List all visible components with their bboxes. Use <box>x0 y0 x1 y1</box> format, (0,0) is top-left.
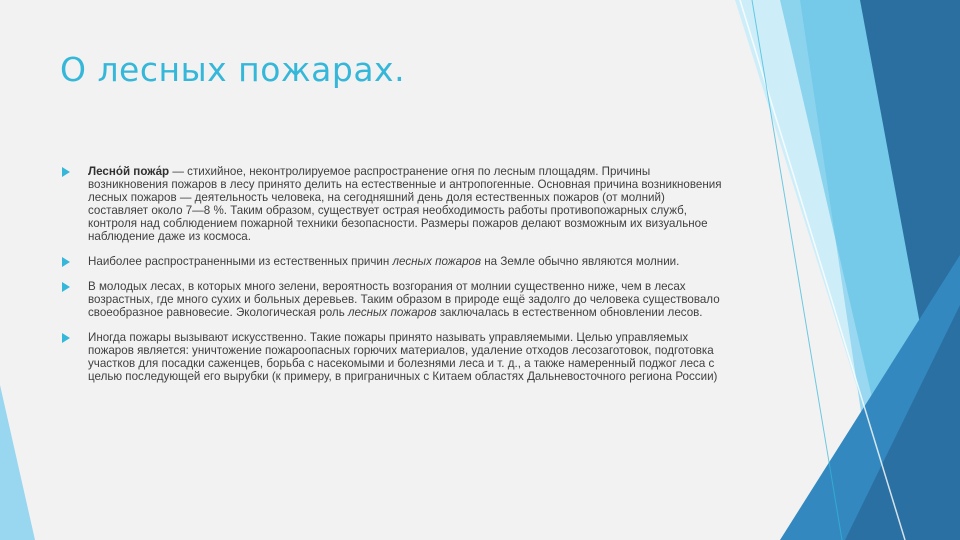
triangle-right-icon <box>62 167 70 177</box>
bullet-item-2 <box>60 255 725 268</box>
bullet-2-before: Наиболее распространенными из естественных причин <box>88 255 393 268</box>
left-deco-shape <box>0 385 35 540</box>
triangle-right-icon <box>62 333 70 343</box>
bullet-2-italic: лесных пожаров <box>392 255 482 268</box>
bullet-4-text: Иногда пожары вызывают искусственно. Такие пожары принято называть управляемыми. Целью управляемых пожаров является: уничтожение пожароопасных горючих материалов, удаление отходов лесозаготовок, подготовка участков для посадки саженцев, борьба с насекомыми и болезнями леса и т. д., а также намеренный поджог леса с целью последующей его вырубки (к примеру, в приграничных с Китаем областях Дальневосточного региона России) <box>88 331 718 383</box>
slide-title: О лесных пожарах. <box>60 50 406 89</box>
bullet-item-1 <box>60 165 725 243</box>
bullet-2-after: на Земле обычно являются молнии. <box>481 255 680 268</box>
triangle-right-icon <box>62 282 70 292</box>
bullet-list <box>60 165 725 395</box>
bullet-3-after: заключалась в естественном обновлении лесов. <box>436 306 703 319</box>
bullet-item-3 <box>60 280 725 319</box>
triangle-right-icon <box>62 257 70 267</box>
bullet-item-4 <box>60 331 725 383</box>
bullet-3-before: В молодых лесах, в которых много зелени, вероятность возгорания от молнии существенно ниже, чем в лесах возрастных, где много сухих и больных деревьев. Таким образом в природе ещё задолго до человека существовало своеобразное равновесие. Экологическая роль <box>88 280 720 319</box>
bullet-1-text: — стихийное, неконтролируемое распространение огня по лесным площадям. Причины возникновения пожаров в лесу принято делить на естественные и антропогенные. Основная причина возникновения лесных пожаров — деятельность человека, на сегодняшний день доля естественных пожаров (от молний) составляет около 7—8 %. Таким образом, существует острая необходимость работы противопожарных служб, контроля над соблюдением пожарной техники безопасности. Размеры пожаров делают возможным их визуальное наблюдение даже из космоса. <box>88 165 722 243</box>
bullet-3-italic: лесных пожаров <box>347 306 437 319</box>
term-forest-fire: Лесно́й пожа́р <box>88 165 170 178</box>
